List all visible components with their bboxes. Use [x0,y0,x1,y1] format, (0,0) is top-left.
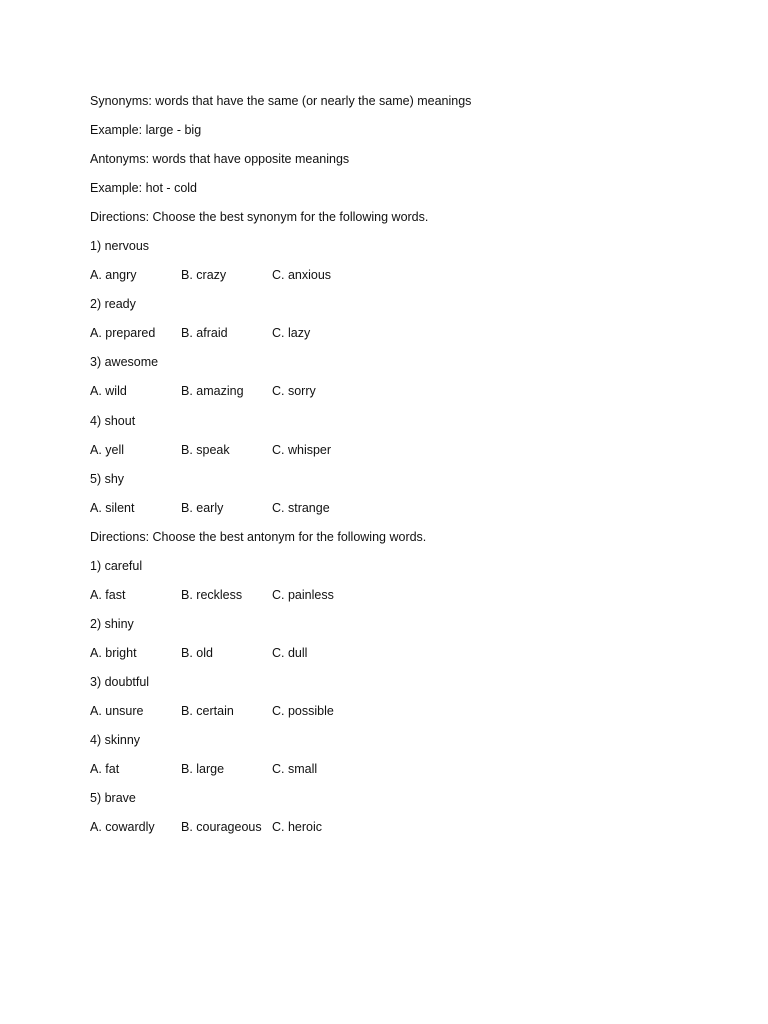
synonym-directions: Directions: Choose the best synonym for the following words. [90,210,429,225]
antonym-example: Example: hot - cold [90,181,197,196]
option-a: A. fat [90,762,120,777]
antonym-question-options [90,760,710,789]
synonym-question-options [90,499,710,528]
synonyms-definition: Synonyms: words that have the same (or nearly the same) meanings [90,94,472,108]
option-a: A. yell [90,442,125,457]
antonym-question-prompt: 1) careful [90,558,143,573]
option-c: C. whisper [272,442,332,457]
synonym-question-prompt: 2) ready [90,297,136,312]
antonym-question-options [90,702,710,731]
option-c: C. heroic [272,820,323,835]
option-b: B. certain [181,703,234,718]
option-a: A. unsure [90,703,144,718]
synonym-question-options [90,324,710,353]
synonym-question-prompt: 1) nervous [90,239,150,254]
antonyms-definition: Antonyms: words that have opposite meanings [90,152,350,167]
option-a: A. fast [90,587,126,602]
option-b: B. large [181,762,225,777]
synonym-question-prompt: 5) shy [90,471,125,486]
option-b: B. afraid [181,326,228,341]
antonym-question-options [90,644,710,673]
option-c: C. possible [272,703,334,718]
option-c: C. anxious [272,268,332,283]
option-b: B. early [181,500,224,515]
antonym-question-prompt: 4) skinny [90,733,141,748]
synonym-question-prompt: 4) shout [90,413,136,428]
antonym-question-options [90,818,710,847]
option-b: B. old [181,645,213,660]
antonym-directions: Directions: Choose the best antonym for the following words. [90,529,427,544]
antonym-question-options [90,586,710,615]
synonym-example: Example: large - big [90,123,202,138]
option-b: B. reckless [181,587,243,602]
synonym-question-prompt: 3) awesome [90,355,159,370]
synonym-question-options [90,266,710,295]
option-c: C. painless [272,587,334,602]
antonym-question-prompt: 2) shiny [90,616,134,631]
option-c: C. lazy [272,326,311,341]
antonym-question-prompt: 3) doubtful [90,674,150,689]
synonym-question-options [90,382,710,411]
worksheet [90,92,710,847]
option-b: B. courageous [181,820,262,835]
option-a: A. angry [90,268,137,283]
option-b: B. amazing [181,384,244,399]
synonym-question-options [90,441,710,470]
option-c: C. strange [272,500,330,515]
option-a: A. wild [90,384,127,399]
option-c: C. dull [272,645,308,660]
option-b: B. speak [181,442,230,457]
antonym-question-prompt: 5) brave [90,791,136,806]
option-c: C. small [272,762,318,777]
option-b: B. crazy [181,268,227,283]
option-a: A. silent [90,500,135,515]
option-a: A. prepared [90,326,156,341]
option-a: A. cowardly [90,820,155,835]
option-a: A. bright [90,645,137,660]
option-c: C. sorry [272,384,316,399]
